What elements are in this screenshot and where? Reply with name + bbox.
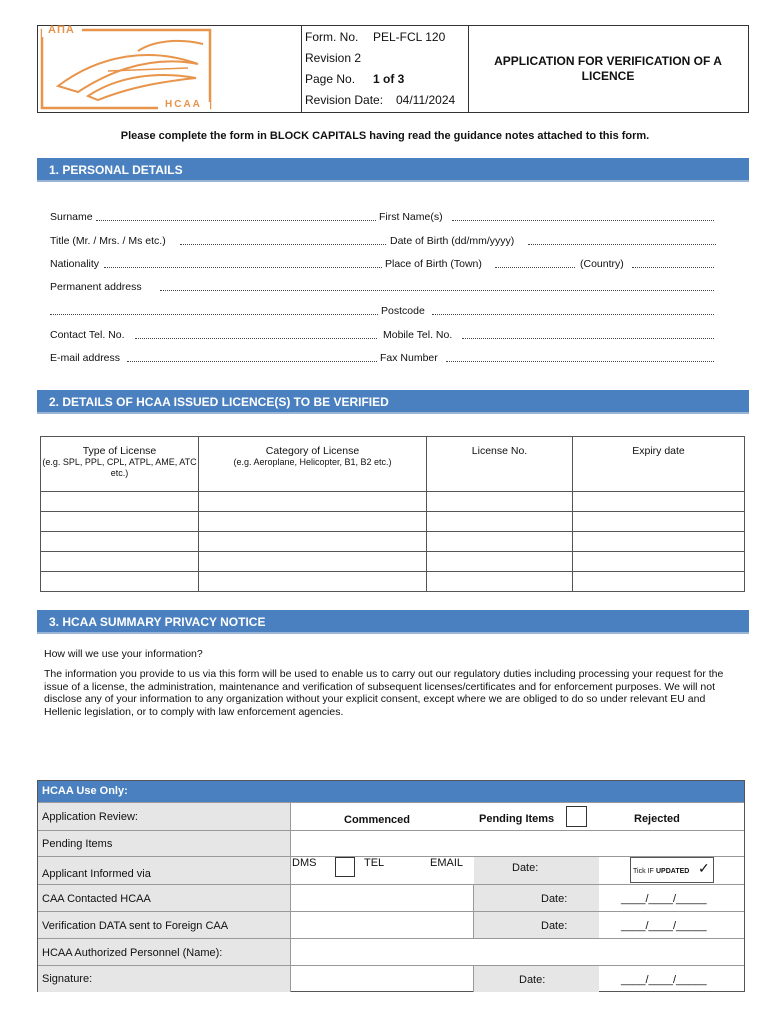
tick-if-label: Tick IF — [633, 868, 654, 875]
applicant-date-label: Date: — [512, 862, 539, 874]
first-names-label: First Name(s) — [379, 211, 443, 223]
form-title: APPLICATION FOR VERIFICATION OF A LICENCE — [494, 54, 722, 83]
authorized-personnel-label: HCAA Authorized Personnel (Name): — [38, 939, 291, 966]
permanent-address-field[interactable] — [160, 290, 714, 291]
surname-field[interactable] — [96, 220, 376, 221]
permanent-address-label: Permanent address — [50, 281, 142, 293]
signature-field[interactable] — [291, 966, 474, 992]
table-cell[interactable] — [199, 572, 427, 592]
table-cell[interactable] — [573, 532, 745, 552]
table-cell[interactable] — [199, 512, 427, 532]
col-license-no-label: License No. — [471, 445, 528, 457]
col-type-note: (e.g. SPL, PPL, CPL, ATPL, AME, ATC etc.) — [42, 457, 197, 478]
tel-option[interactable]: TEL — [364, 857, 385, 869]
signature-date-field[interactable]: ____/____/_____ — [621, 974, 707, 986]
col-type — [41, 437, 199, 492]
row-application-review — [38, 802, 744, 831]
title-field[interactable] — [180, 244, 386, 245]
form-no-value: PEL-FCL 120 — [373, 30, 446, 44]
table-cell[interactable] — [199, 552, 427, 572]
form-no-label: Form. No. — [305, 30, 359, 44]
signature-label: Signature: — [38, 966, 291, 992]
col-category-label: Category of License — [265, 445, 360, 457]
row-applicant-informed — [38, 856, 744, 885]
table-cell[interactable] — [427, 552, 573, 572]
fax-field[interactable] — [446, 361, 714, 362]
section-licence-details: 2. DETAILS OF HCAA ISSUED LICENCE(S) TO BE VERIFIED — [37, 390, 749, 414]
caa-contacted-field[interactable] — [291, 885, 474, 912]
email-field[interactable] — [127, 361, 377, 362]
pending-items-label: Pending Items — [38, 831, 291, 857]
licence-table-header — [41, 437, 745, 492]
table-cell[interactable] — [573, 512, 745, 532]
rejected-option[interactable]: Rejected — [634, 813, 680, 825]
dob-field[interactable] — [528, 244, 716, 245]
table-cell[interactable] — [427, 572, 573, 592]
table-cell[interactable] — [41, 552, 199, 572]
hcaa-logo — [38, 26, 302, 112]
caa-date-label: Date: — [541, 893, 568, 905]
table-cell[interactable] — [427, 512, 573, 532]
table-cell[interactable] — [41, 492, 199, 512]
date-label-cell — [474, 885, 599, 912]
caa-contacted-label: CAA Contacted HCAA — [38, 885, 291, 912]
country-field[interactable] — [632, 267, 714, 268]
table-row — [41, 572, 745, 592]
col-expiry — [573, 437, 745, 492]
postcode-label: Postcode — [381, 305, 425, 317]
nationality-field[interactable] — [104, 267, 382, 268]
mobile-tel-label: Mobile Tel. No. — [383, 329, 453, 341]
signature-date-label: Date: — [519, 974, 546, 986]
row-verification-sent — [38, 911, 744, 939]
page-value: 1 of 3 — [373, 72, 405, 86]
mobile-tel-field[interactable] — [462, 338, 714, 339]
privacy-question: How will we use your information? — [44, 648, 203, 660]
section-privacy-notice: 3. HCAA SUMMARY PRIVACY NOTICE — [37, 610, 749, 634]
surname-label: Surname — [50, 211, 93, 223]
table-row — [41, 492, 745, 512]
pending-items-option[interactable]: Pending Items — [479, 813, 555, 825]
updated-tick-box[interactable] — [630, 857, 714, 883]
table-row — [41, 552, 745, 572]
postcode-field[interactable] — [432, 314, 714, 315]
table-cell[interactable] — [41, 532, 199, 552]
table-row — [41, 532, 745, 552]
row-pending-items — [38, 830, 744, 857]
pending-items-checkbox[interactable] — [566, 806, 587, 827]
table-cell[interactable] — [573, 552, 745, 572]
form-header — [37, 25, 749, 113]
section-personal-details: 1. PERSONAL DETAILS — [37, 158, 749, 182]
first-names-field[interactable] — [452, 220, 714, 221]
table-row — [41, 512, 745, 532]
authorized-personnel-field[interactable] — [291, 939, 744, 966]
verification-date-field[interactable]: ____/____/_____ — [621, 920, 707, 932]
commenced-option[interactable]: Commenced — [344, 814, 411, 826]
row-caa-contacted — [38, 884, 744, 912]
contact-tel-label: Contact Tel. No. — [50, 329, 125, 341]
table-cell[interactable] — [427, 532, 573, 552]
page-label: Page No. — [305, 72, 356, 86]
col-category — [199, 437, 427, 492]
application-review-label: Application Review: — [38, 803, 291, 831]
table-cell[interactable] — [573, 492, 745, 512]
nationality-label: Nationality — [50, 258, 100, 270]
revision-date-label: Revision Date: — [305, 93, 384, 107]
col-category-note: (e.g. Aeroplane, Helicopter, B1, B2 etc.) — [233, 457, 392, 467]
revision: Revision 2 — [305, 51, 362, 65]
table-cell[interactable] — [427, 492, 573, 512]
logo-text-top: ΑΠΑ — [48, 24, 75, 36]
place-of-birth-label: Place of Birth (Town) — [385, 258, 482, 270]
place-of-birth-field[interactable] — [495, 267, 575, 268]
verification-sent-label: Verification DATA sent to Foreign CAA — [38, 912, 291, 939]
col-type-label: Type of License — [82, 445, 157, 457]
title-label: Title (Mr. / Mrs. / Ms etc.) — [50, 235, 166, 247]
table-cell[interactable] — [199, 532, 427, 552]
verification-sent-field[interactable] — [291, 912, 474, 939]
table-cell[interactable] — [41, 572, 199, 592]
table-cell[interactable] — [41, 512, 199, 532]
privacy-body: The information you provide to us via this form will be used to enable us to carry out our regulatory duties including processing your request for the issue of a license, the administration, maintenance and verification of subsequent licenses/certificates and for enforcement purposes. We will not disclose any of your information to any organization without your explicit consent, except where we are obliged to do so under relevant EU and Hellenic legislation, or to comply with law enforcement agencies. — [44, 668, 724, 718]
caa-date-field[interactable]: ____/____/_____ — [621, 893, 707, 905]
licence-table — [40, 436, 745, 592]
revision-date-value: 04/11/2024 — [396, 93, 456, 107]
check-mark-icon: ✓ — [698, 860, 710, 876]
fax-label: Fax Number — [380, 352, 438, 364]
form-meta — [301, 26, 469, 112]
row-signature — [38, 965, 744, 992]
email-label: E-mail address — [50, 352, 121, 364]
updated-label: UPDATED — [656, 868, 690, 875]
date-label-cell — [474, 912, 599, 939]
hcaa-use-only-box — [37, 780, 745, 992]
dob-label: Date of Birth (dd/mm/yyyy) — [390, 235, 515, 247]
country-label: (Country) — [580, 258, 624, 270]
instruction: Please complete the form in BLOCK CAPITALS having read the guidance notes attached to this form. — [120, 130, 650, 142]
logo-text-bottom: HCAA — [165, 99, 202, 110]
row-authorized-personnel — [38, 938, 744, 966]
col-license-no — [427, 437, 573, 492]
email-option[interactable]: EMAIL — [430, 857, 464, 869]
table-cell[interactable] — [573, 572, 745, 592]
table-cell[interactable] — [199, 492, 427, 512]
dms-option[interactable]: DMS — [292, 857, 317, 869]
contact-tel-field[interactable] — [135, 338, 377, 339]
dms-checkbox[interactable] — [335, 857, 355, 877]
verification-date-label: Date: — [541, 920, 568, 932]
address-line2-field[interactable] — [50, 314, 378, 315]
applicant-informed-label: Applicant Informed via — [38, 857, 291, 885]
use-only-title: HCAA Use Only: — [38, 781, 744, 802]
col-expiry-label: Expiry date — [632, 445, 685, 457]
